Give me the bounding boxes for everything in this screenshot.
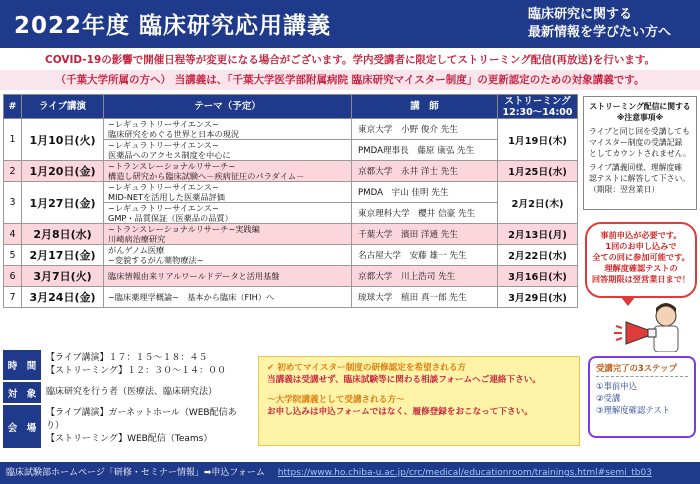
live-date: 3月7日(火): [22, 266, 104, 287]
theme-cell: [104, 203, 352, 224]
theme-line: 構造し研究から臨床試験へ－疾病征圧のパラダイム－: [108, 171, 305, 181]
note-line: ストリーミング配信に関する: [589, 102, 691, 111]
row-number: 2: [4, 161, 22, 182]
theme-line: ~レギュラトリーサイエンス~: [108, 119, 219, 129]
theme-line: ~変貌するがん薬物療法~: [108, 255, 204, 265]
theme-cell: [104, 224, 352, 245]
column-header-streaming: [498, 95, 578, 119]
event-info-panel: [3, 350, 248, 450]
row-number: 1: [4, 119, 22, 161]
registration-notes-box: [258, 356, 580, 446]
graduate-instruction: お申し込みは申込フォームではなく、履修登録をおこなって下さい。: [267, 407, 533, 417]
theme-line: MID-NETを活用した医薬品評価: [108, 192, 225, 202]
bubble-line: 理解度確認テストの: [604, 263, 678, 273]
lecturer-cell: 東京理科大学 櫻井 信豪 先生: [352, 203, 498, 224]
theme-line: ~レギュラトリーサイエンス~: [108, 182, 219, 192]
theme-cell: [104, 182, 352, 203]
theme-cell: ~臨床薬理学概論~ 基本から臨床（FIH）へ: [104, 287, 352, 308]
note-line: ※注意事項※: [616, 113, 664, 122]
first-time-text: 初めてマイスター制度の研修認定を希望される方: [277, 363, 467, 373]
lecturer-cell: PMDA理事長 藤原 康弘 先生: [352, 140, 498, 161]
column-header-date: ライブ講演: [22, 95, 104, 119]
theme-line: 川崎病治療研究: [108, 234, 166, 244]
streaming-date: 2月13日(月): [498, 224, 578, 245]
table-header-row: [4, 95, 578, 119]
page-title: 2022年度 臨床研究応用講義: [14, 13, 332, 39]
streaming-date: 2月2日(木): [498, 182, 578, 224]
live-date: 2月17日(金): [22, 245, 104, 266]
streaming-caution-note: [583, 96, 697, 210]
lecturer-cell: PMDA 宇山 佳明 先生: [352, 182, 498, 203]
row-number: 4: [4, 224, 22, 245]
theme-cell: [104, 245, 352, 266]
step-item: ②受講: [596, 393, 621, 403]
lecturer-cell: 京都大学 川上浩司 先生: [352, 266, 498, 287]
subtitle-line: 最新情報を学びたい方へ: [528, 25, 672, 40]
table-row: [4, 287, 578, 308]
table-row: [4, 266, 578, 287]
time-stream: 【ストリーミング】１２：３０～１４：００: [46, 366, 227, 376]
bubble-line: 回答期限は翌営業日まで！: [591, 274, 691, 284]
live-date: 3月24日(金): [22, 287, 104, 308]
theme-line: ~トランスレーショナルリサーチ~実践編: [108, 224, 260, 234]
time-live: 【ライブ講演】１７：１５～１８：４５: [46, 353, 208, 363]
column-header-theme: テーマ（予定）: [104, 95, 352, 119]
graduate-heading: ～大学院講義として受講される方～: [267, 395, 405, 405]
step-item: ①事前申込: [596, 381, 638, 391]
table-row: [4, 161, 578, 182]
theme-line: ~トランスレーショナルリサーチ~: [108, 161, 236, 171]
first-time-instruction: 当講義は受講せず、臨床試験等に関わる相談フォームへご連絡下さい。: [267, 375, 541, 385]
streaming-date: 1月25日(水): [498, 161, 578, 182]
streaming-date: 3月16日(木): [498, 266, 578, 287]
info-row-target: [3, 382, 248, 405]
registration-speech-bubble: [585, 222, 697, 298]
note-line: 認テストに解答して下さい。: [589, 174, 691, 183]
venue-live: 【ライブ講演】ガーネットホール（WEB配信あり）: [46, 408, 237, 431]
note-line: （期限：翌営業日）: [589, 185, 660, 194]
theme-cell: [104, 161, 352, 182]
streaming-date: 3月29日(水): [498, 287, 578, 308]
lecturer-cell: 千葉大学 濱田 洋通 先生: [352, 224, 498, 245]
info-label-venue: 会 場: [3, 405, 41, 448]
row-number: 6: [4, 266, 22, 287]
theme-line: ~レギュラトリーサイエンス~: [108, 203, 219, 213]
subtitle-line: 臨床研究に関する: [528, 7, 633, 22]
lecturer-cell: 琉球大学 植田 真一郎 先生: [352, 287, 498, 308]
footer-bar: [0, 462, 700, 484]
streaming-header-time: 12:30～14:00: [502, 106, 573, 118]
schedule-table: [3, 94, 578, 308]
streaming-date: 1月19日(木): [498, 119, 578, 161]
footer-text: 臨床試験部ホームページ「研修・セミナー情報」➡申込フォーム: [6, 468, 265, 478]
chiba-notice: （千葉大学所属の方へ） 当講義は、「千葉大学医学部附属病院 臨床研究マイスター制度」の更新認定のための対象講義です。: [0, 70, 700, 90]
info-label-target: 対 象: [3, 382, 41, 403]
live-date: 1月10日(火): [22, 119, 104, 161]
page-subtitle: [528, 6, 671, 42]
info-row-time: [3, 350, 248, 382]
bubble-line: 事前申込が必要です。: [600, 230, 682, 240]
note-line: マイスター制度の受講記録: [589, 138, 683, 147]
info-value-time: [41, 350, 248, 380]
bubble-line: 1回のお申し込みで: [605, 241, 677, 251]
theme-line: 医薬品へのアクセス制度を中心に: [108, 150, 231, 160]
bubble-line: 全ての回に参加可能です。: [592, 252, 690, 262]
note-line: ライブと同じ回を受講しても: [589, 127, 690, 136]
theme-cell: [104, 119, 352, 140]
streaming-header-label: ストリーミング: [504, 95, 571, 107]
note-line: としてカウントされません。: [589, 149, 691, 158]
table-row: [4, 245, 578, 266]
note-line: ライブ講義同様、理解度確: [589, 163, 683, 172]
live-date: 2月8日(水): [22, 224, 104, 245]
first-time-heading: [267, 362, 571, 374]
row-number: 5: [4, 245, 22, 266]
info-row-venue: [3, 405, 248, 450]
application-form-link[interactable]: https://www.ho.chiba-u.ac.jp/crc/medical/educationroom/trainings.html#semi_tb03: [277, 468, 652, 478]
note-check-icon: ✔: [267, 363, 275, 373]
table-row: [4, 224, 578, 245]
row-number: 3: [4, 182, 22, 224]
lecturer-cell: 名古屋大学 安藤 雄一 先生: [352, 245, 498, 266]
theme-line: GMP・品質保証（医薬品の品質）: [108, 213, 233, 223]
streaming-date: 2月22日(水): [498, 245, 578, 266]
venue-stream: 【ストリーミング】WEB配信（Teams）: [46, 434, 213, 444]
completion-steps-box: [588, 356, 696, 438]
info-value-venue: [41, 405, 248, 448]
row-number: 7: [4, 287, 22, 308]
theme-line: ~レギュラトリーサイエンス~: [108, 140, 219, 150]
theme-cell: 臨床情報由来リアルワールドデータと活用基盤: [104, 266, 352, 287]
steps-title: 受講完了の3ステップ: [596, 362, 688, 377]
table-row: [4, 182, 578, 203]
covid-notice: COVID-19の影響で開催日程等が変更になる場合がございます。学内受講者に限定してストリーミング配信(再放送)を行います。: [45, 54, 655, 66]
info-label-time: 時 間: [3, 350, 41, 380]
theme-line: 臨床研究をめぐる世界と日本の現況: [108, 129, 240, 139]
megaphone-person-icon: [608, 300, 700, 352]
column-header-num: #: [4, 95, 22, 119]
table-row: [4, 119, 578, 140]
info-value-target: 臨床研究を行う者（医療法、臨床研究法）: [41, 382, 248, 403]
live-date: 1月27日(金): [22, 182, 104, 224]
column-header-lecturer: 講 師: [352, 95, 498, 119]
theme-cell: [104, 140, 352, 161]
theme-line: がんゲノム医療: [108, 245, 165, 255]
lecturer-cell: 東京大学 小野 俊介 先生: [352, 119, 498, 140]
lecturer-cell: 京都大学 永井 洋士 先生: [352, 161, 498, 182]
step-item: ③理解度確認テスト: [596, 405, 671, 415]
live-date: 1月20日(金): [22, 161, 104, 182]
header-banner: [0, 0, 700, 48]
